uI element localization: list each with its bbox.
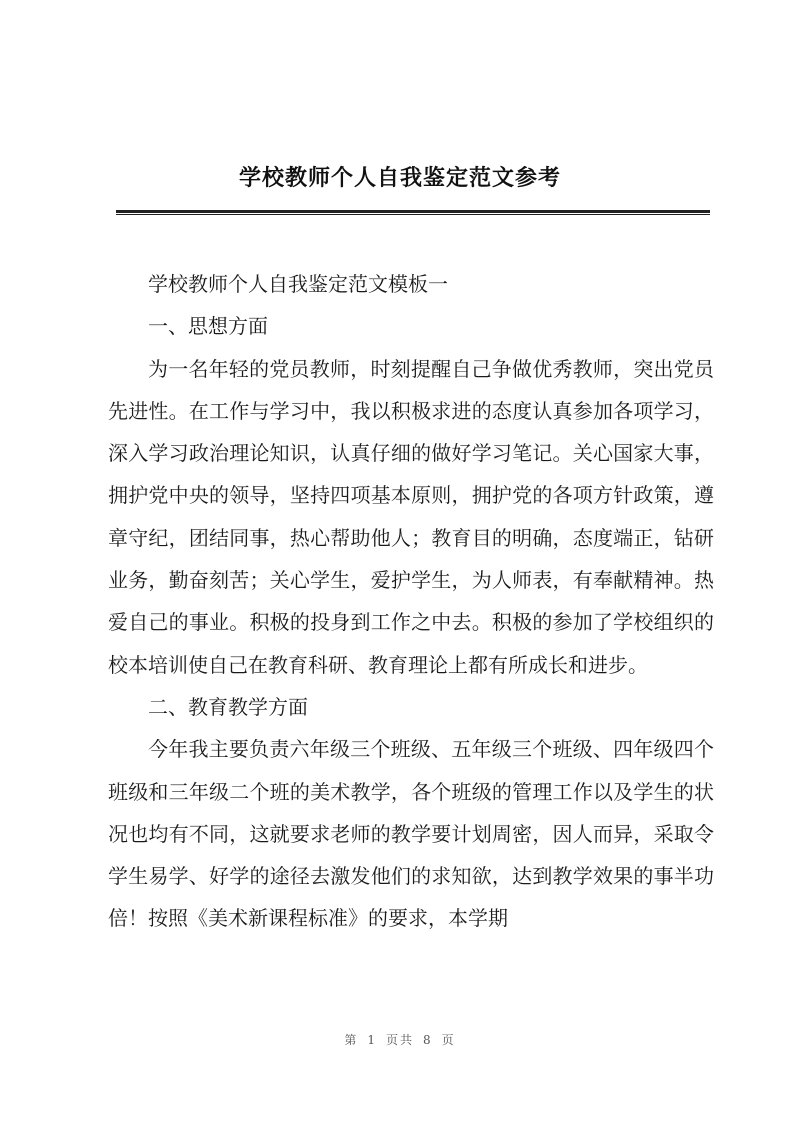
page-footer: [0, 1031, 800, 1048]
footer-suffix: 页: [441, 1033, 456, 1047]
footer-total-pages: 8: [423, 1033, 433, 1047]
footer-middle: 页共: [385, 1033, 414, 1047]
footer-prefix: 第: [344, 1033, 359, 1047]
paragraph-section-heading: 学校教师个人自我鉴定范文模板一: [148, 272, 448, 296]
paragraph-heading-teaching: 二、教育教学方面: [148, 694, 308, 719]
document-title: 学校教师个人自我鉴定范文参考: [238, 165, 561, 191]
title-underline: [116, 210, 710, 215]
footer-current-page: 1: [367, 1033, 377, 1047]
document-body: [108, 263, 714, 940]
paragraph-ideology: 为一名年轻的党员教师，时刻提醒自己争做优秀教师，突出党员先进性。在工作与学习中，我以积极求进的态度认真参加各项学习，深入学习政治理论知识，认真仔细的做好学习笔记。关心国家大事，拥护党中央的领导，坚持四项基本原则，拥护党的各项方针政策，遵章守纪，团结同事，热心帮助他人；教育目的明确，态度端正，钻研业务，勤奋刻苦；关心学生，爱护学生，为人师表，有奉献精神。热爱自己的事业。积极的投身到工作之中去。积极的参加了学校组织的校本培训使自己在教育科研、教育理论上都有所成长和进步。: [108, 356, 714, 677]
paragraph-teaching: 今年我主要负责六年级三个班级、五年级三个班级、四年级四个班级和三年级二个班的美术教学，各个班级的管理工作以及学生的状况也均有不同，这就要求老师的教学要计划周密，因人而异，采取令学生易学、好学的途径去激发他们的求知欲，达到教学效果的事半功倍！按照《美术新课程标准》的要求，本学期: [108, 737, 714, 931]
paragraph-heading-ideology: 一、思想方面: [148, 314, 268, 339]
